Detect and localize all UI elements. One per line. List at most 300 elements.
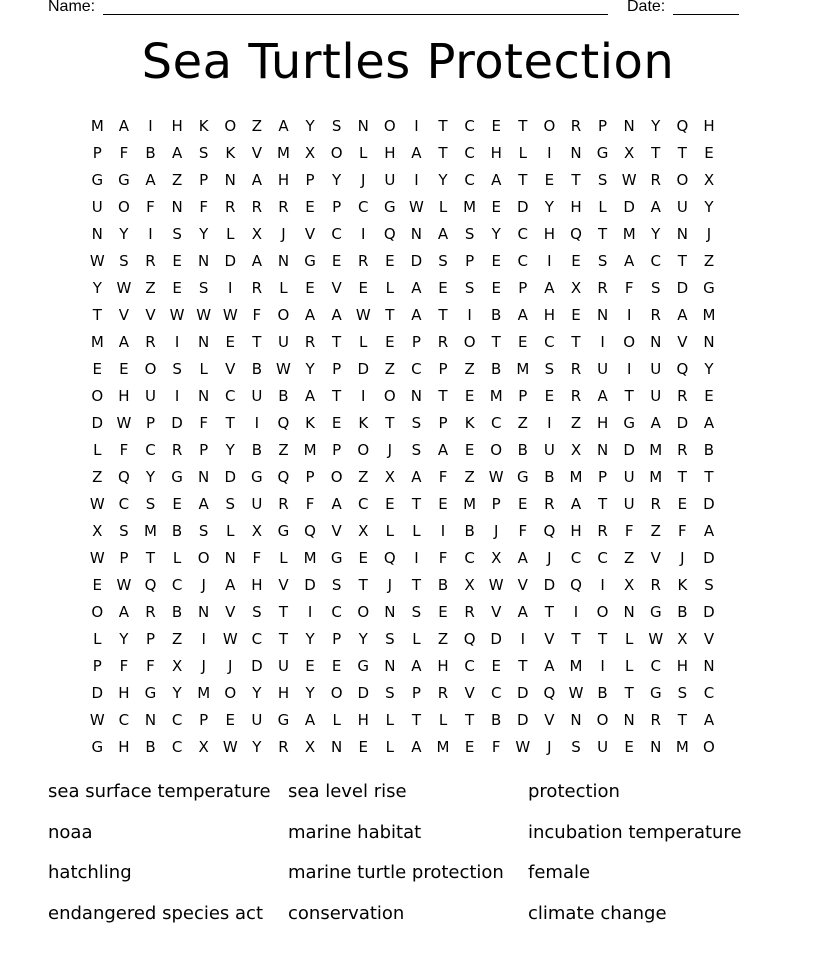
- grid-letter: E: [438, 279, 448, 297]
- grid-letter: L: [385, 279, 394, 297]
- grid-letter: R: [145, 252, 156, 270]
- grid-letter: H: [384, 144, 396, 162]
- grid-letter: C: [251, 630, 263, 648]
- grid-letter: M: [569, 657, 583, 675]
- grid-letter: G: [330, 549, 343, 567]
- word-list: [48, 777, 778, 939]
- grid-letter: P: [438, 414, 448, 432]
- grid-letter: W: [409, 198, 424, 216]
- grid-letter: C: [357, 495, 369, 513]
- grid-letter: E: [624, 738, 634, 756]
- grid-letter: N: [623, 117, 635, 135]
- grid-letter: L: [385, 711, 394, 729]
- grid-letter: O: [224, 684, 237, 702]
- grid-letter: U: [597, 360, 609, 378]
- grid-letter: L: [359, 333, 368, 351]
- grid-letter: L: [359, 144, 368, 162]
- grid-letter: T: [465, 711, 475, 729]
- grid-letter: I: [414, 549, 419, 567]
- grid-letter: G: [703, 279, 715, 297]
- grid-letter: T: [491, 333, 501, 351]
- grid-letter: W: [89, 495, 105, 513]
- grid-letter: V: [331, 522, 342, 540]
- grid-letter: S: [571, 738, 581, 756]
- grid-letter: T: [544, 603, 554, 621]
- grid-letter: A: [517, 306, 528, 324]
- grid-letter: S: [172, 360, 182, 378]
- grid-letter: R: [225, 198, 236, 216]
- grid-letter: R: [171, 441, 183, 459]
- grid-letter: K: [677, 576, 688, 594]
- grid-letter: T: [597, 495, 608, 513]
- grid-letter: Z: [171, 171, 183, 189]
- grid-letter: Q: [277, 468, 290, 486]
- grid-letter: M: [702, 306, 716, 324]
- grid-letter: T: [624, 387, 634, 405]
- grid-letter: P: [92, 144, 102, 162]
- grid-letter: D: [543, 576, 556, 594]
- name-label: Name:: [48, 0, 96, 15]
- grid-letter: S: [704, 576, 714, 594]
- grid-letter: C: [517, 225, 529, 243]
- grid-letter: L: [332, 711, 341, 729]
- grid-letter: E: [358, 738, 368, 756]
- grid-letter: P: [598, 468, 608, 486]
- grid-letter: T: [677, 252, 687, 270]
- grid-letter: F: [438, 549, 448, 567]
- grid-letter: N: [198, 252, 210, 270]
- grid-letter: E: [225, 333, 235, 351]
- grid-letter: D: [224, 252, 237, 270]
- grid-letter: T: [651, 144, 661, 162]
- grid-letter: S: [411, 441, 422, 459]
- grid-letter: U: [384, 171, 396, 189]
- grid-letter: L: [385, 522, 394, 540]
- grid-letter: R: [145, 333, 156, 351]
- grid-letter: K: [358, 414, 369, 432]
- grid-letter: H: [251, 576, 263, 594]
- grid-letter: H: [171, 117, 183, 135]
- grid-letter: A: [304, 306, 316, 324]
- grid-letter: R: [677, 441, 688, 459]
- grid-letter: C: [464, 657, 475, 675]
- grid-letter: L: [412, 522, 421, 540]
- grid-letter: G: [144, 684, 157, 702]
- grid-letter: K: [225, 144, 236, 162]
- grid-letter: X: [624, 144, 635, 162]
- grid-letter: E: [438, 603, 448, 621]
- grid-letter: I: [174, 387, 180, 405]
- grid-letter: S: [651, 279, 661, 297]
- grid-letter: L: [226, 225, 235, 243]
- grid-letter: T: [411, 495, 421, 513]
- grid-letter: R: [278, 738, 289, 756]
- grid-letter: O: [383, 387, 396, 405]
- grid-letter: H: [703, 117, 715, 135]
- grid-letter: E: [491, 279, 501, 297]
- grid-letter: E: [544, 171, 555, 189]
- grid-letter: A: [544, 657, 555, 675]
- grid-letter: J: [228, 657, 233, 675]
- grid-letter: T: [438, 117, 448, 135]
- grid-letter: E: [491, 657, 501, 675]
- grid-letter: G: [516, 468, 529, 486]
- grid-letter: X: [624, 576, 635, 594]
- grid-letter: C: [411, 360, 422, 378]
- grid-letter: V: [703, 630, 715, 648]
- grid-letter: M: [463, 198, 477, 216]
- grid-letter: T: [332, 387, 342, 405]
- grid-letter: A: [225, 576, 236, 594]
- grid-letter: L: [624, 657, 634, 675]
- grid-letter: H: [490, 144, 502, 162]
- grid-letter: W: [276, 360, 291, 378]
- grid-letter: O: [277, 306, 290, 324]
- grid-letter: C: [225, 387, 236, 405]
- grid-letter: F: [252, 549, 262, 567]
- grid-letter: A: [118, 117, 130, 135]
- grid-letter: D: [304, 576, 316, 594]
- grid-letter: R: [278, 495, 289, 513]
- grid-letter: O: [543, 117, 556, 135]
- grid-letter: H: [277, 684, 290, 702]
- grid-letter: I: [626, 360, 632, 378]
- grid-letter: O: [91, 387, 104, 405]
- grid-letter: B: [491, 711, 502, 729]
- grid-letter: A: [597, 387, 608, 405]
- grid-letter: R: [437, 684, 449, 702]
- grid-letter: Y: [332, 171, 342, 189]
- grid-letter: O: [463, 333, 476, 351]
- grid-letter: O: [224, 117, 237, 135]
- grid-letter: Q: [463, 630, 476, 648]
- grid-letter: C: [357, 198, 369, 216]
- grid-letter: W: [355, 306, 371, 324]
- grid-letter: B: [597, 684, 608, 702]
- grid-letter: Y: [704, 198, 714, 216]
- grid-letter: X: [358, 522, 369, 540]
- grid-letter: Z: [517, 414, 528, 432]
- word-list-item: noaa: [48, 821, 93, 843]
- grid-letter: B: [491, 360, 502, 378]
- grid-letter: W: [488, 468, 504, 486]
- grid-letter: G: [171, 468, 183, 486]
- grid-letter: T: [704, 468, 714, 486]
- grid-letter: L: [518, 144, 527, 162]
- grid-letter: Y: [704, 360, 714, 378]
- grid-letter: Z: [145, 279, 156, 297]
- grid-letter: N: [650, 333, 662, 351]
- grid-letter: E: [704, 387, 714, 405]
- grid-letter: P: [518, 387, 528, 405]
- grid-letter: O: [197, 549, 210, 567]
- grid-letter: I: [547, 414, 552, 432]
- grid-letter: L: [93, 441, 102, 459]
- grid-letter: R: [570, 387, 582, 405]
- grid-letter: N: [277, 252, 290, 270]
- grid-letter: X: [251, 522, 262, 540]
- grid-letter: J: [361, 171, 366, 189]
- grid-letter: I: [547, 252, 552, 270]
- grid-letter: C: [464, 117, 475, 135]
- word-list-item: marine habitat: [288, 821, 422, 843]
- grid-letter: U: [251, 495, 263, 513]
- grid-letter: Z: [437, 630, 449, 648]
- grid-letter: W: [515, 738, 531, 756]
- grid-letter: Y: [544, 198, 554, 216]
- grid-letter: E: [464, 441, 475, 459]
- word-list-item: endangered species act: [48, 902, 264, 924]
- grid-letter: B: [703, 441, 715, 459]
- grid-letter: M: [489, 387, 503, 405]
- grid-letter: H: [118, 387, 130, 405]
- grid-letter: U: [251, 387, 263, 405]
- grid-letter: M: [197, 684, 211, 702]
- grid-letter: H: [596, 414, 609, 432]
- grid-letter: M: [675, 738, 689, 756]
- grid-letter: L: [226, 522, 235, 540]
- grid-letter: C: [464, 171, 475, 189]
- grid-letter: N: [623, 603, 635, 621]
- grid-letter: A: [304, 387, 316, 405]
- word-list-item: hatchling: [48, 862, 132, 883]
- grid-letter: X: [251, 225, 262, 243]
- grid-letter: V: [278, 576, 289, 594]
- grid-letter: V: [145, 306, 156, 324]
- grid-letter: I: [307, 603, 313, 621]
- grid-letter: B: [544, 468, 555, 486]
- grid-letter: E: [385, 252, 395, 270]
- grid-letter: U: [676, 198, 688, 216]
- grid-letter: A: [251, 171, 262, 189]
- grid-letter: E: [92, 576, 103, 594]
- letter-grid: [84, 113, 722, 761]
- grid-letter: U: [650, 360, 662, 378]
- grid-letter: O: [596, 603, 609, 621]
- grid-letter: P: [92, 657, 102, 675]
- grid-letter: E: [305, 279, 315, 297]
- grid-letter: Q: [277, 414, 290, 432]
- grid-letter: R: [650, 306, 661, 324]
- grid-letter: Y: [651, 225, 661, 243]
- grid-letter: E: [119, 360, 129, 378]
- grid-letter: S: [145, 495, 156, 513]
- grid-letter: H: [570, 522, 582, 540]
- grid-letter: O: [357, 603, 370, 621]
- grid-letter: T: [624, 684, 634, 702]
- grid-letter: W: [222, 306, 238, 324]
- grid-letter: P: [491, 495, 501, 513]
- grid-letter: F: [678, 522, 687, 540]
- grid-letter: N: [676, 225, 688, 243]
- grid-letter: D: [517, 198, 529, 216]
- grid-letter: I: [600, 576, 605, 594]
- grid-letter: S: [331, 576, 342, 594]
- word-list-item: female: [528, 862, 591, 883]
- grid-letter: J: [387, 441, 393, 459]
- grid-letter: I: [573, 603, 579, 621]
- grid-letter: C: [331, 225, 342, 243]
- grid-letter: N: [198, 603, 210, 621]
- grid-letter: A: [437, 441, 449, 459]
- word-list-item: sea surface temperature: [48, 781, 271, 802]
- grid-letter: N: [224, 171, 236, 189]
- grid-letter: B: [145, 738, 156, 756]
- grid-letter: D: [410, 252, 423, 270]
- grid-letter: Y: [305, 117, 315, 135]
- grid-letter: A: [145, 171, 156, 189]
- grid-letter: Y: [199, 225, 209, 243]
- grid-letter: I: [414, 171, 419, 189]
- grid-letter: Y: [252, 684, 262, 702]
- date-blank-line: [673, 14, 739, 15]
- grid-letter: R: [544, 495, 555, 513]
- grid-letter: X: [491, 549, 502, 567]
- grid-letter: A: [278, 117, 289, 135]
- grid-letter: R: [251, 279, 263, 297]
- grid-letter: Q: [117, 468, 130, 486]
- grid-letter: T: [571, 630, 581, 648]
- grid-letter: W: [116, 279, 132, 297]
- grid-letter: A: [677, 306, 688, 324]
- grid-letter: M: [649, 441, 663, 459]
- word-list-item: marine turtle protection: [288, 862, 504, 883]
- grid-letter: Z: [464, 468, 475, 486]
- grid-letter: B: [491, 306, 502, 324]
- grid-letter: J: [547, 738, 552, 756]
- grid-letter: M: [90, 117, 104, 135]
- grid-letter: D: [251, 657, 263, 675]
- grid-letter: R: [251, 198, 263, 216]
- grid-letter: L: [385, 738, 394, 756]
- grid-letter: H: [277, 171, 290, 189]
- grid-letter: D: [676, 279, 689, 297]
- grid-letter: T: [92, 306, 102, 324]
- grid-letter: X: [198, 738, 209, 756]
- grid-letter: V: [251, 144, 262, 162]
- grid-letter: Z: [278, 441, 289, 459]
- grid-letter: I: [228, 279, 233, 297]
- grid-letter: C: [517, 252, 529, 270]
- grid-letter: X: [304, 738, 316, 756]
- grid-letter: H: [543, 306, 556, 324]
- grid-letter: B: [251, 441, 262, 459]
- grid-letter: R: [650, 171, 661, 189]
- grid-letter: D: [91, 414, 104, 432]
- grid-letter: Z: [92, 468, 103, 486]
- grid-letter: M: [436, 738, 450, 756]
- grid-letter: Q: [383, 549, 396, 567]
- grid-letter: R: [437, 333, 449, 351]
- grid-letter: S: [225, 495, 236, 513]
- grid-letter: F: [146, 657, 155, 675]
- grid-letter: B: [437, 576, 449, 594]
- grid-letter: I: [361, 225, 366, 243]
- grid-letter: N: [703, 657, 715, 675]
- grid-letter: S: [198, 144, 209, 162]
- grid-letter: T: [597, 630, 608, 648]
- grid-letter: V: [225, 603, 236, 621]
- grid-letter: C: [650, 252, 661, 270]
- grid-letter: Q: [144, 576, 157, 594]
- grid-letter: A: [491, 171, 502, 189]
- grid-letter: R: [145, 603, 156, 621]
- grid-letter: S: [464, 225, 475, 243]
- word-list-item: incubation temperature: [528, 821, 742, 843]
- grid-letter: W: [568, 684, 584, 702]
- grid-letter: A: [624, 252, 635, 270]
- grid-letter: T: [518, 117, 528, 135]
- grid-letter: Y: [172, 684, 182, 702]
- grid-letter: E: [331, 414, 342, 432]
- grid-letter: N: [224, 549, 236, 567]
- grid-letter: F: [491, 738, 501, 756]
- header: [48, 0, 740, 20]
- grid-letter: W: [222, 738, 238, 756]
- grid-letter: R: [570, 360, 582, 378]
- grid-letter: A: [411, 468, 422, 486]
- grid-letter: G: [357, 657, 370, 675]
- grid-letter: E: [518, 333, 528, 351]
- grid-letter: A: [411, 657, 422, 675]
- grid-letter: X: [570, 441, 582, 459]
- grid-letter: O: [91, 603, 104, 621]
- grid-letter: I: [414, 117, 419, 135]
- grid-letter: G: [649, 603, 662, 621]
- grid-letter: X: [304, 144, 316, 162]
- grid-letter: I: [361, 387, 366, 405]
- grid-letter: B: [517, 441, 528, 459]
- grid-letter: P: [518, 279, 528, 297]
- grid-letter: G: [277, 711, 290, 729]
- grid-letter: S: [544, 360, 555, 378]
- grid-letter: C: [703, 684, 715, 702]
- grid-letter: W: [89, 252, 105, 270]
- grid-letter: C: [171, 738, 183, 756]
- grid-letter: G: [91, 738, 104, 756]
- grid-letter: P: [411, 684, 421, 702]
- grid-letter: P: [332, 360, 342, 378]
- grid-letter: O: [383, 117, 396, 135]
- grid-letter: Y: [358, 630, 368, 648]
- grid-letter: Y: [305, 630, 315, 648]
- grid-letter: N: [703, 333, 715, 351]
- grid-letter: C: [464, 549, 475, 567]
- grid-letter: E: [518, 495, 528, 513]
- grid-letter: E: [172, 252, 182, 270]
- grid-letter: R: [570, 117, 582, 135]
- grid-letter: I: [600, 657, 605, 675]
- grid-letter: P: [598, 117, 608, 135]
- grid-letter: R: [464, 603, 475, 621]
- grid-letter: T: [225, 414, 235, 432]
- grid-letter: A: [118, 603, 130, 621]
- grid-letter: C: [118, 711, 130, 729]
- grid-letter: R: [358, 252, 369, 270]
- grid-letter: G: [118, 171, 130, 189]
- grid-letter: Y: [252, 738, 262, 756]
- grid-letter: I: [174, 333, 180, 351]
- grid-letter: Q: [676, 117, 689, 135]
- grid-letter: A: [650, 414, 661, 432]
- grid-letter: T: [278, 603, 289, 621]
- grid-letter: A: [411, 738, 422, 756]
- grid-letter: F: [119, 657, 129, 675]
- grid-letter: P: [332, 441, 342, 459]
- grid-letter: W: [488, 576, 504, 594]
- grid-letter: G: [304, 252, 316, 270]
- word-list-item: climate change: [528, 902, 667, 924]
